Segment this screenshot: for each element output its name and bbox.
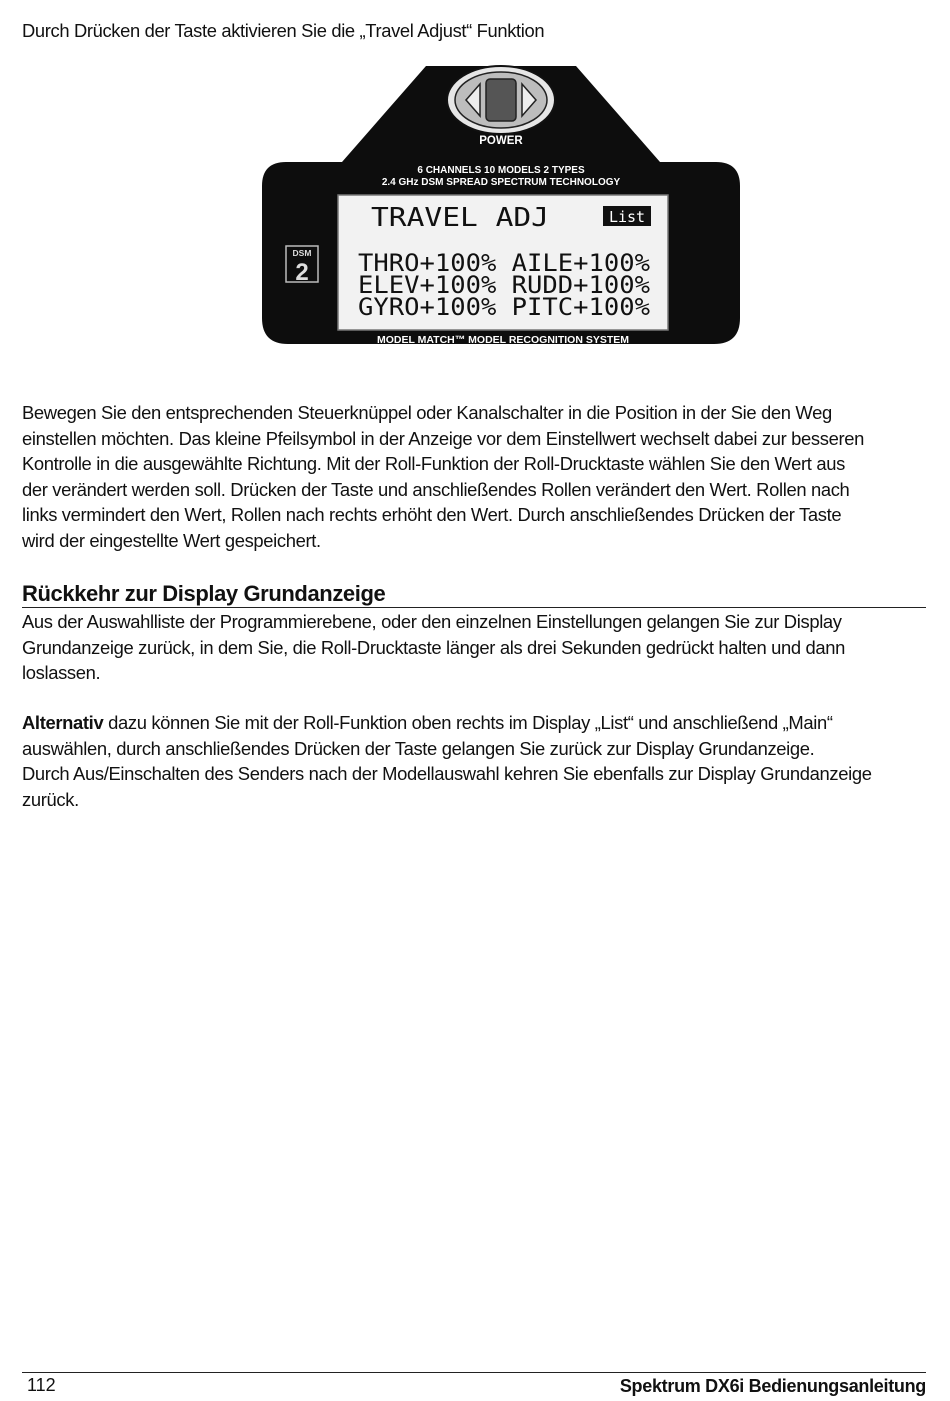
text-line: zurück.: [22, 788, 79, 810]
spec-line-2: 2.4 GHz DSM SPREAD SPECTRUM TECHNOLOGY: [381, 177, 621, 188]
screen-row-3: GYRO+100% PITC+100%: [358, 293, 651, 321]
text-line: [22, 710, 928, 736]
text-line: links vermindert den Wert, Rollen nach rechts erhöht den Wert. Durch anschließendes Drücken der Taste: [22, 504, 842, 526]
text-line: Aus der Auswahlliste der Programmierebene, oder den einzelnen Einstellungen gelangen Sie zur Display: [22, 611, 842, 632]
svg-text:2: 2: [295, 259, 309, 286]
footer-divider: [22, 1372, 926, 1373]
footer-title: Spektrum DX6i Bedienungsanleitung: [619, 1376, 926, 1396]
text-line: einstellen möchten. Das kleine Pfeilsymbol in der Anzeige vor dem Einstellwert wechselt dabei zur besseren: [22, 427, 865, 449]
power-button-center: [486, 79, 516, 121]
text-line: Grundanzeige zurück, in dem Sie, die Roll-Drucktaste länger als drei Sekunden gedrückt halten und dann: [22, 636, 846, 658]
text-line: Durch Aus/Einschalten des Senders nach der Modellauswahl kehren Sie ebenfalls zur Display Grundanzeige: [22, 763, 872, 785]
page-number: 112: [27, 1375, 56, 1395]
screen-title: TRAVEL ADJ: [371, 203, 549, 233]
text-line: loslassen.: [22, 662, 101, 684]
screen-row-1: THRO+100% AILE+100%: [358, 249, 651, 277]
svg-text:DSM: DSM: [292, 248, 312, 258]
paragraph-alternative: [22, 710, 928, 812]
screen-row-2: ELEV+100% RUDD+100%: [358, 271, 651, 299]
paragraph-return: [22, 609, 928, 686]
text-line: Kontrolle in die ausgewählte Richtung. Mit der Roll-Funktion der Roll-Drucktaste wählen Sie den Wert aus: [22, 453, 845, 475]
list-button-label: List: [608, 208, 646, 226]
bold-term: Alternativ: [22, 712, 104, 733]
spec-line-1: 6 CHANNELS 10 MODELS 2 TYPES: [417, 165, 585, 176]
text-fragment: dazu können Sie mit der Roll-Funktion oben rechts im Display „List“ und anschließend „Main“: [103, 712, 833, 733]
model-match-label: MODEL MATCH™ MODEL RECOGNITION SYSTEM: [376, 334, 630, 346]
text-line: Bewegen Sie den entsprechenden Steuerknüppel oder Kanalschalter in die Position in der Sie den Weg: [22, 402, 832, 423]
paragraph-travel-adjust: [22, 400, 928, 554]
transmitter-display-illustration: [258, 62, 744, 358]
text-line: wird der eingestellte Wert gespeichert.: [22, 529, 321, 551]
text-line: der verändert werden soll. Drücken der Taste und anschließendes Rollen verändert den Wert. Rollen nach: [22, 478, 850, 500]
intro-text: Durch Drücken der Taste aktivieren Sie die „Travel Adjust“ Funktion: [22, 20, 545, 41]
text-line: auswählen, durch anschließendes Drücken der Taste gelangen Sie zurück zur Display Grundanzeige.: [22, 737, 815, 759]
power-label: POWER: [479, 135, 523, 147]
section-heading: Rückkehr zur Display Grundanzeige: [22, 580, 926, 608]
